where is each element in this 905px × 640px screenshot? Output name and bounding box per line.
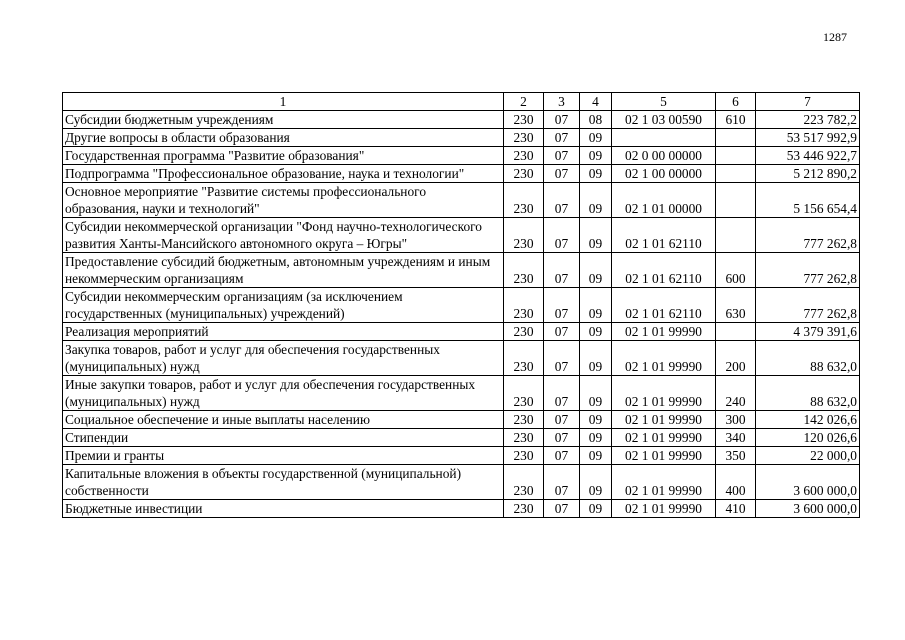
ministry-code-cell: 230 <box>504 465 544 500</box>
subsection-code-cell: 09 <box>580 323 612 341</box>
ministry-code-cell: 230 <box>504 147 544 165</box>
row-name-cell: Государственная программа "Развитие образования" <box>63 147 504 165</box>
ministry-code-cell: 230 <box>504 323 544 341</box>
target-article-code-cell: 02 1 01 62110 <box>612 218 716 253</box>
row-name-cell: Социальное обеспечение и иные выплаты населению <box>63 411 504 429</box>
expense-type-code-cell: 200 <box>716 341 756 376</box>
subsection-code-cell: 09 <box>580 183 612 218</box>
row-name-cell: Премии и гранты <box>63 447 504 465</box>
ministry-code-cell: 230 <box>504 447 544 465</box>
subsection-code-cell: 09 <box>580 500 612 518</box>
expense-type-code-cell: 240 <box>716 376 756 411</box>
ministry-code-cell: 230 <box>504 165 544 183</box>
expense-type-code-cell: 400 <box>716 465 756 500</box>
ministry-code-cell: 230 <box>504 253 544 288</box>
section-code-cell: 07 <box>544 411 580 429</box>
budget-table <box>62 92 860 518</box>
subsection-code-cell: 09 <box>580 288 612 323</box>
section-code-cell: 07 <box>544 341 580 376</box>
section-code-cell: 07 <box>544 183 580 218</box>
header-col-2: 2 <box>504 93 544 111</box>
expense-type-code-cell <box>716 165 756 183</box>
row-name-cell: Другие вопросы в области образования <box>63 129 504 147</box>
section-code-cell: 07 <box>544 165 580 183</box>
row-name-cell: Подпрограмма "Профессиональное образование, наука и технологии" <box>63 165 504 183</box>
page-number: 1287 <box>823 30 847 44</box>
target-article-code-cell: 02 1 01 99990 <box>612 411 716 429</box>
amount-cell: 88 632,0 <box>756 341 860 376</box>
amount-cell: 5 156 654,4 <box>756 183 860 218</box>
table-row <box>63 111 860 129</box>
table-row <box>63 376 860 411</box>
amount-cell: 5 212 890,2 <box>756 165 860 183</box>
target-article-code-cell: 02 1 01 99990 <box>612 429 716 447</box>
ministry-code-cell: 230 <box>504 288 544 323</box>
expense-type-code-cell <box>716 323 756 341</box>
ministry-code-cell: 230 <box>504 129 544 147</box>
amount-cell: 777 262,8 <box>756 253 860 288</box>
section-code-cell: 07 <box>544 129 580 147</box>
expense-type-code-cell <box>716 183 756 218</box>
section-code-cell: 07 <box>544 447 580 465</box>
section-code-cell: 07 <box>544 288 580 323</box>
subsection-code-cell: 09 <box>580 218 612 253</box>
amount-cell: 3 600 000,0 <box>756 500 860 518</box>
row-name-cell: Бюджетные инвестиции <box>63 500 504 518</box>
section-code-cell: 07 <box>544 429 580 447</box>
target-article-code-cell: 02 1 01 62110 <box>612 288 716 323</box>
amount-cell: 88 632,0 <box>756 376 860 411</box>
row-name-cell: Предоставление субсидий бюджетным, автономным учреждениям и иным некоммерческим организациям <box>63 253 504 288</box>
section-code-cell: 07 <box>544 147 580 165</box>
header-col-6: 6 <box>716 93 756 111</box>
section-code-cell: 07 <box>544 323 580 341</box>
header-col-5: 5 <box>612 93 716 111</box>
amount-cell: 777 262,8 <box>756 218 860 253</box>
ministry-code-cell: 230 <box>504 111 544 129</box>
row-name-cell: Субсидии некоммерческой организации "Фонд научно-технологического развития Ханты-Мансийского автономного округа – Югры" <box>63 218 504 253</box>
target-article-code-cell: 02 1 00 00000 <box>612 165 716 183</box>
expense-type-code-cell: 410 <box>716 500 756 518</box>
table-row <box>63 323 860 341</box>
ministry-code-cell: 230 <box>504 376 544 411</box>
amount-cell: 53 517 992,9 <box>756 129 860 147</box>
target-article-code-cell: 02 1 03 00590 <box>612 111 716 129</box>
table-row <box>63 429 860 447</box>
subsection-code-cell: 09 <box>580 429 612 447</box>
amount-cell: 777 262,8 <box>756 288 860 323</box>
amount-cell: 142 026,6 <box>756 411 860 429</box>
table-body <box>63 111 860 518</box>
table-row <box>63 253 860 288</box>
row-name-cell: Основное мероприятие "Развитие системы профессионального образования, науки и технологий" <box>63 183 504 218</box>
subsection-code-cell: 09 <box>580 447 612 465</box>
table-header <box>63 93 860 111</box>
amount-cell: 22 000,0 <box>756 447 860 465</box>
row-name-cell: Стипендии <box>63 429 504 447</box>
expense-type-code-cell: 340 <box>716 429 756 447</box>
subsection-code-cell: 09 <box>580 165 612 183</box>
subsection-code-cell: 09 <box>580 147 612 165</box>
row-name-cell: Субсидии бюджетным учреждениям <box>63 111 504 129</box>
target-article-code-cell: 02 1 01 99990 <box>612 465 716 500</box>
row-name-cell: Иные закупки товаров, работ и услуг для обеспечения государственных (муниципальных) нужд <box>63 376 504 411</box>
subsection-code-cell: 09 <box>580 341 612 376</box>
amount-cell: 4 379 391,6 <box>756 323 860 341</box>
subsection-code-cell: 09 <box>580 411 612 429</box>
section-code-cell: 07 <box>544 111 580 129</box>
target-article-code-cell <box>612 129 716 147</box>
table-row <box>63 500 860 518</box>
section-code-cell: 07 <box>544 253 580 288</box>
table-row <box>63 218 860 253</box>
table-row <box>63 447 860 465</box>
section-code-cell: 07 <box>544 500 580 518</box>
target-article-code-cell: 02 1 01 99990 <box>612 500 716 518</box>
ministry-code-cell: 230 <box>504 429 544 447</box>
ministry-code-cell: 230 <box>504 183 544 218</box>
expense-type-code-cell: 350 <box>716 447 756 465</box>
table-row <box>63 288 860 323</box>
expense-type-code-cell: 300 <box>716 411 756 429</box>
row-name-cell: Субсидии некоммерческим организациям (за исключением государственных (муниципальных) учреждений) <box>63 288 504 323</box>
header-col-4: 4 <box>580 93 612 111</box>
table-row <box>63 183 860 218</box>
expense-type-code-cell <box>716 218 756 253</box>
subsection-code-cell: 09 <box>580 253 612 288</box>
target-article-code-cell: 02 1 01 62110 <box>612 253 716 288</box>
ministry-code-cell: 230 <box>504 341 544 376</box>
expense-type-code-cell <box>716 129 756 147</box>
target-article-code-cell: 02 1 01 00000 <box>612 183 716 218</box>
table-row <box>63 341 860 376</box>
table-row <box>63 129 860 147</box>
amount-cell: 53 446 922,7 <box>756 147 860 165</box>
table-row <box>63 147 860 165</box>
section-code-cell: 07 <box>544 218 580 253</box>
expense-type-code-cell <box>716 147 756 165</box>
target-article-code-cell: 02 1 01 99990 <box>612 376 716 411</box>
ministry-code-cell: 230 <box>504 500 544 518</box>
row-name-cell: Капитальные вложения в объекты государственной (муниципальной) собственности <box>63 465 504 500</box>
expense-type-code-cell: 600 <box>716 253 756 288</box>
header-row <box>63 93 860 111</box>
header-col-3: 3 <box>544 93 580 111</box>
subsection-code-cell: 09 <box>580 376 612 411</box>
header-col-1: 1 <box>63 93 504 111</box>
row-name-cell: Закупка товаров, работ и услуг для обеспечения государственных (муниципальных) нужд <box>63 341 504 376</box>
table-row <box>63 165 860 183</box>
target-article-code-cell: 02 1 01 99990 <box>612 323 716 341</box>
subsection-code-cell: 09 <box>580 129 612 147</box>
ministry-code-cell: 230 <box>504 411 544 429</box>
section-code-cell: 07 <box>544 376 580 411</box>
amount-cell: 223 782,2 <box>756 111 860 129</box>
subsection-code-cell: 09 <box>580 465 612 500</box>
target-article-code-cell: 02 1 01 99990 <box>612 341 716 376</box>
amount-cell: 120 026,6 <box>756 429 860 447</box>
table-row <box>63 411 860 429</box>
subsection-code-cell: 08 <box>580 111 612 129</box>
target-article-code-cell: 02 0 00 00000 <box>612 147 716 165</box>
table-row <box>63 465 860 500</box>
header-col-7: 7 <box>756 93 860 111</box>
expense-type-code-cell: 630 <box>716 288 756 323</box>
amount-cell: 3 600 000,0 <box>756 465 860 500</box>
section-code-cell: 07 <box>544 465 580 500</box>
ministry-code-cell: 230 <box>504 218 544 253</box>
target-article-code-cell: 02 1 01 99990 <box>612 447 716 465</box>
expense-type-code-cell: 610 <box>716 111 756 129</box>
row-name-cell: Реализация мероприятий <box>63 323 504 341</box>
